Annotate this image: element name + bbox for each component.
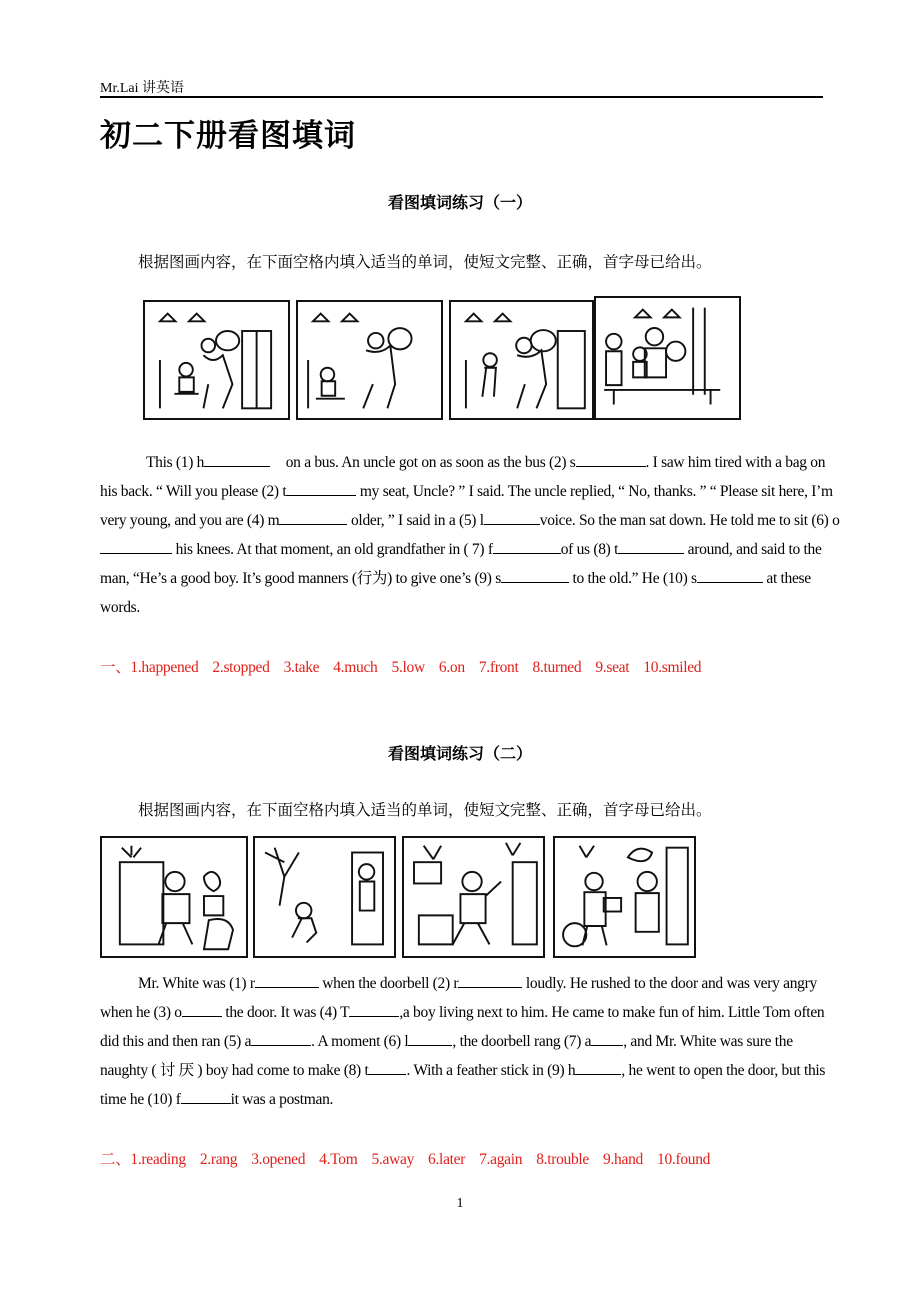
answer-blank-7[interactable] (493, 539, 561, 554)
answer-blank-6[interactable] (100, 539, 172, 554)
answer-item: 7.again (479, 1151, 523, 1168)
bus-scene-4-icon (594, 296, 741, 420)
passage-text: ,a boy living next to him. He came to make fun of him. Little Tom often did this and then ran (5) a (100, 1004, 825, 1050)
passage-text: . I saw him tired with a bag on his back. “ Will you please (2) t (100, 454, 826, 500)
exercise1-passage (100, 448, 842, 622)
passage-text: on a bus. An uncle got on as soon as the bus (2) s (285, 454, 576, 471)
answer-item: 5.low (391, 659, 425, 676)
passage-text: the door. It was (4) T (225, 1004, 350, 1021)
answer-item: 6.later (428, 1151, 466, 1168)
answer-item: 4.much (333, 659, 378, 676)
passage-text: , the doorbell rang (7) a (452, 1033, 592, 1050)
answer-blank-2[interactable] (458, 973, 522, 988)
answer-blank-8[interactable] (618, 539, 684, 554)
passage-text: . A moment (6) l (311, 1033, 409, 1050)
header-brand: Mr.Lai 讲英语 (100, 81, 184, 96)
answer-item: 2.rang (199, 1151, 238, 1168)
answer-blank-8[interactable] (368, 1060, 406, 1075)
passage-text: loudly. He rushed to the door and was very angry when he (3) o (100, 975, 817, 1021)
answer-blank-3[interactable] (286, 481, 356, 496)
answer-item: 9.hand (603, 1151, 643, 1168)
answer-blank-4[interactable] (279, 510, 347, 525)
answer-blank-9[interactable] (575, 1060, 621, 1075)
answer-blank-10[interactable] (697, 568, 763, 583)
answer-item: 6.on (438, 659, 465, 676)
answer-item: 8.turned (532, 659, 582, 676)
doorbell-scene-4-icon (553, 836, 696, 958)
answer-item: 5.away (371, 1151, 415, 1168)
answer-item: 10.found (657, 1151, 711, 1168)
exercise2-instruction: 根据图画内容，在下面空格内填入适当的单词，使短文完整、正确，首字母已给出。 (138, 802, 712, 819)
answer-blank-2[interactable] (576, 452, 646, 467)
exercise2-title: 看图填词练习（二） (387, 746, 532, 763)
passage-text: my seat, Uncle? ” I said. The uncle replied, “ No, thanks. ” “ Please sit here, I’m very young, and you are (4) m (100, 483, 833, 529)
passage-text: around, and said to the man, “He’s a good boy. It’s good manners (行为) to give one’s (9) s (100, 541, 822, 587)
answer-blank-9[interactable] (501, 568, 569, 583)
exercise1-answer-key (100, 655, 715, 677)
passage-text: his knees. At that moment, an old grandfather in ( 7) f (175, 541, 493, 558)
passage-text: , he went to open the door, but this time he (10) f (100, 1062, 826, 1108)
passage-text: older, ” I said in a (5) l (350, 512, 484, 529)
passage-text: when the doorbell (2) r (322, 975, 459, 992)
answer-blank-4[interactable] (349, 1002, 399, 1017)
exercise2-passage (100, 969, 842, 1114)
answer-item: 2.stopped (212, 659, 270, 676)
answer-item: 1.happened (130, 659, 199, 676)
passage-text: of us (8) t (560, 541, 619, 558)
answer-blank-6[interactable] (408, 1031, 452, 1046)
passage-text: This (1) h (146, 454, 205, 471)
page-title: 初二下册看图填词 (100, 118, 356, 153)
passage-text: at these words. (100, 570, 811, 616)
answer-item: 8.trouble (536, 1151, 590, 1168)
passage-text: it was a postman. (230, 1091, 334, 1108)
exercise2-answer-key (100, 1147, 724, 1169)
answer-blank-1[interactable] (255, 973, 319, 988)
answer-blank-7[interactable] (591, 1031, 623, 1046)
answer-blank-3[interactable] (182, 1002, 222, 1017)
answer-item: 1.reading (130, 1151, 186, 1168)
doorbell-scene-1-icon (100, 836, 248, 958)
bus-scene-1-icon (143, 300, 290, 420)
answer-item: 3.opened (251, 1151, 306, 1168)
answer-blank-5[interactable] (484, 510, 540, 525)
answer-item: 3.take (283, 659, 320, 676)
doorbell-scene-3-icon (402, 836, 545, 958)
answer-blank-5[interactable] (251, 1031, 311, 1046)
answer-item: 10.smiled (643, 659, 702, 676)
doorbell-scene-2-icon (253, 836, 396, 958)
exercise1-instruction: 根据图画内容，在下面空格内填入适当的单词，使短文完整、正确，首字母已给出。 (138, 254, 712, 271)
page-number: 1 (456, 1196, 464, 1211)
answer-prefix: 二、 (100, 1151, 131, 1168)
passage-text: , and Mr. White was sure the naughty ( 讨 厌 ) boy had come to make (8) t (100, 1033, 793, 1079)
header-rule (100, 96, 823, 98)
passage-text: . With a feather stick in (9) h (406, 1062, 576, 1079)
bus-scene-3-icon (449, 300, 594, 420)
answer-item: 7.front (478, 659, 519, 676)
bus-scene-2-icon (296, 300, 443, 420)
answer-blank-1[interactable] (204, 452, 270, 467)
passage-text: to the old.” He (10) s (572, 570, 697, 587)
passage-text: voice. So the man sat down. He told me to sit (6) o (539, 512, 840, 529)
answer-item: 9.seat (595, 659, 630, 676)
answer-blank-10[interactable] (181, 1089, 231, 1104)
passage-text: Mr. White was (1) r (138, 975, 255, 992)
answer-prefix: 一、 (100, 659, 131, 676)
exercise1-title: 看图填词练习（一） (387, 195, 532, 212)
answer-item: 4.Tom (319, 1151, 358, 1168)
